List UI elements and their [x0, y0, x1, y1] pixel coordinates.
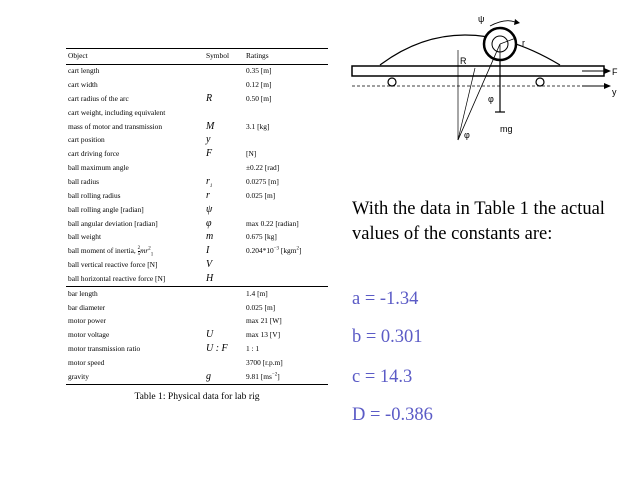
rating-unit: [kgm [279, 246, 297, 256]
label-F: F [612, 67, 618, 77]
inertia-formula-sub: 1 [150, 252, 154, 258]
object-cell [66, 245, 204, 259]
rating-unit-close: ] [277, 371, 280, 381]
table-row [66, 245, 328, 259]
position-arrowhead [604, 83, 611, 89]
object-cell: ball angular deviation [radian] [68, 218, 158, 228]
rating-cell: max 21 [W] [246, 316, 282, 326]
table-row [66, 272, 328, 286]
rating-cell [244, 258, 328, 272]
label-mg: mg [500, 124, 513, 134]
label-phi: φ [488, 94, 494, 104]
table-row [66, 175, 328, 189]
object-cell: cart radius of the arc [68, 93, 129, 103]
rating-cell: 0.35 [m] [246, 66, 272, 76]
symbol-cell: U : F [206, 343, 228, 355]
symbol-cell [204, 162, 244, 176]
rating-cell: 0.12 [m] [246, 80, 272, 90]
rating-unit-close: ] [299, 246, 302, 256]
symbol-cell: H [204, 272, 244, 286]
table-row [66, 78, 328, 92]
symbol-cell [204, 175, 244, 189]
table-row [66, 301, 328, 315]
object-cell: ball radius [68, 176, 99, 186]
table-row [66, 162, 328, 176]
label-psi: ψ [478, 14, 485, 24]
header-object: Object [66, 49, 204, 65]
rating-cell: 0.675 [kg] [246, 232, 277, 242]
cart-ball-diagram [340, 0, 638, 170]
symbol-cell: V [206, 259, 213, 271]
object-cell: cart weight, including equivalent [68, 107, 166, 117]
object-cell: motor speed [68, 357, 105, 367]
cart-wheel-right [536, 78, 544, 86]
object-cell: ball maximum angle [68, 163, 129, 173]
object-cell: bar diameter [68, 302, 106, 312]
table-row [66, 148, 328, 162]
rating-cell: 1.4 [m] [246, 288, 268, 298]
rating-text: 9.81 [ms [246, 371, 272, 381]
rating-cell: max 13 [V] [246, 330, 281, 340]
constant-c: c = 14.3 [352, 367, 413, 387]
table-row [66, 258, 328, 272]
label-phi-bottom: φ [464, 130, 470, 140]
object-cell: cart length [68, 66, 100, 76]
symbol-cell: M [206, 120, 215, 132]
object-text: ball moment of inertia, [68, 246, 138, 256]
table-row [66, 92, 328, 106]
rating-cell [244, 203, 328, 217]
table-row [66, 329, 328, 343]
object-cell: motor power [68, 316, 106, 326]
table-row [66, 370, 328, 384]
table-row [66, 134, 328, 148]
rating-cell: 1 : 1 [246, 344, 260, 354]
rating-exponent: −2 [271, 372, 278, 378]
rating-cell: 0.025 [m] [246, 190, 276, 200]
rating-exponent: −3 [273, 246, 280, 252]
fraction-two-fifths: $\frac{2}{5}$ [137, 245, 141, 257]
psi-arrow [490, 21, 515, 26]
rating-cell: ±0.22 [rad] [246, 163, 280, 173]
symbol-cell [204, 315, 244, 329]
symbol-cell [204, 356, 244, 370]
object-cell: cart position [68, 135, 105, 145]
symbol-cell: F [206, 148, 213, 160]
symbol-cell: U [206, 329, 214, 341]
rating-cell: 0.025 [m] [246, 302, 276, 312]
table-row [66, 120, 328, 134]
table-row [66, 315, 328, 329]
header-symbol: Symbol [204, 49, 244, 65]
symbol-subscript: 1 [209, 183, 213, 189]
object-cell: mass of motor and transmission [68, 121, 163, 131]
table-caption: Table 1: Physical data for lab rig [134, 391, 260, 402]
constant-a: a = -1.34 [352, 289, 419, 309]
symbol-cell [204, 106, 244, 120]
rating-cell: 0.0275 [m] [246, 176, 279, 186]
constant-d: D = -0.386 [352, 405, 433, 425]
rating-cell [244, 245, 328, 259]
object-cell: ball horizontal reactive force [N] [66, 272, 204, 286]
table-row [66, 64, 328, 78]
symbol-cell: m [206, 231, 214, 243]
table-row [66, 217, 328, 231]
symbol-cell: I [206, 245, 210, 257]
rating-cell [244, 272, 328, 286]
rating-cell: max 0.22 [radian] [246, 218, 299, 228]
inertia-formula: mr [140, 246, 149, 256]
table-row [66, 356, 328, 370]
cart-wheel-left [388, 78, 396, 86]
object-cell: motor transmission ratio [68, 344, 141, 354]
table-row [66, 106, 328, 120]
table-row [66, 203, 328, 217]
rating-cell [244, 134, 328, 148]
inertia-formula-sup: 2 [148, 246, 151, 252]
rating-cell: [N] [246, 149, 257, 159]
rail-bar [352, 66, 604, 76]
symbol-cell: ψ [206, 203, 213, 215]
label-y: y [612, 87, 617, 97]
table-header-row [66, 49, 328, 65]
label-r: r [522, 38, 525, 48]
rating-cell: 0.50 [m] [246, 93, 272, 103]
table-row [66, 287, 328, 301]
psi-arrowhead [514, 19, 520, 25]
cart-arc [380, 35, 560, 65]
table-row [66, 342, 328, 356]
symbol-cell [204, 78, 244, 92]
object-cell: ball rolling radius [68, 190, 121, 200]
rating-cell: 3.1 [kg] [246, 121, 270, 131]
symbol-cell [204, 287, 244, 301]
symbol-cell: r [206, 189, 210, 201]
rating-cell: 3700 [r.p.m] [246, 357, 283, 367]
symbol-cell: R [206, 92, 213, 104]
rating-cell [244, 370, 328, 384]
rating-text: 0.204*10 [246, 246, 274, 256]
object-cell: bar length [68, 288, 98, 298]
constant-b: b = 0.301 [352, 327, 423, 347]
intro-text: With the data in Table 1 the actual values of the constants are: [352, 199, 605, 244]
rating-cell [244, 106, 328, 120]
object-cell: ball vertical reactive force [N] [68, 260, 158, 270]
object-cell: gravity [66, 370, 204, 384]
symbol-cell [204, 301, 244, 315]
object-cell: ball rolling angle [radian] [68, 204, 144, 214]
object-cell: ball weight [68, 232, 102, 242]
table-row [66, 189, 328, 203]
symbol-cell: y [206, 134, 211, 146]
rating-unit-sup: 2 [296, 246, 299, 252]
object-cell: motor voltage [68, 330, 110, 340]
symbol-cell: g [204, 370, 244, 384]
force-arrowhead [604, 68, 611, 74]
label-R: R [460, 56, 467, 66]
header-ratings: Ratings [244, 49, 328, 65]
symbol-text: r [206, 175, 210, 187]
physical-data-table [66, 48, 328, 385]
symbol-cell [204, 64, 244, 78]
symbol-cell: φ [206, 217, 212, 229]
table-row [66, 231, 328, 245]
object-cell: cart width [68, 80, 98, 90]
object-cell: cart driving force [68, 149, 120, 159]
